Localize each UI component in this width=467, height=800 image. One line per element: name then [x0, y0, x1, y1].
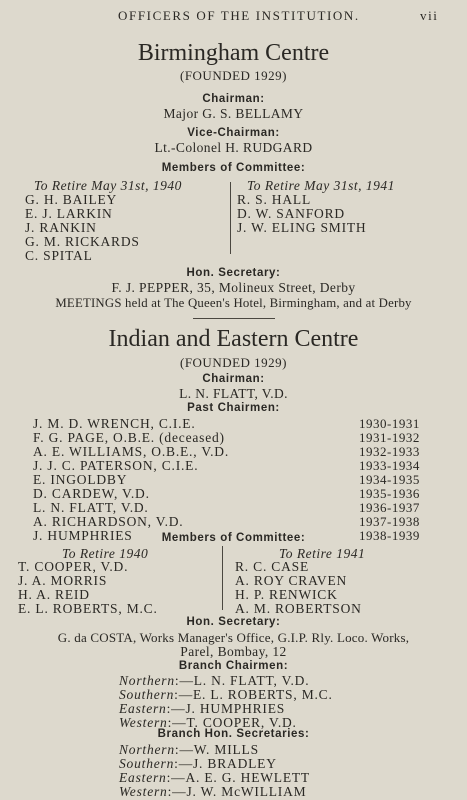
- branch-region: Western: [119, 715, 168, 730]
- branch-region: Southern: [119, 756, 175, 771]
- past-chairman-name: A. E. WILLIAMS, O.B.E., V.D.: [33, 444, 230, 459]
- branch-region: Western: [119, 784, 168, 799]
- branch-region: Eastern: [119, 770, 167, 785]
- birmingham-vice-chairman-label: Vice-Chairman:: [187, 127, 280, 139]
- past-chairman-years: 1935-1936: [359, 486, 420, 501]
- past-chairman-years: 1937-1938: [359, 514, 420, 529]
- branch-officer-name: :—J. W. McWILLIAM: [167, 784, 307, 799]
- birmingham-secretary: F. J. PEPPER, 35, Molineux Street, Derby: [111, 280, 356, 295]
- branch-chairmen-label: Branch Chairmen:: [178, 660, 289, 672]
- committee-member: J. W. ELING SMITH: [237, 220, 367, 235]
- birmingham-founded: (FOUNDED 1929): [179, 68, 288, 83]
- indian-chairman-label: Chairman:: [202, 373, 265, 385]
- branch-officer-name: :—T. COOPER, V.D.: [167, 715, 297, 730]
- committee-member: A. ROY CRAVEN: [235, 573, 348, 588]
- branch-region: Northern: [119, 673, 175, 688]
- branch-officer-name: :—J. BRADLEY: [174, 756, 277, 771]
- committee-member: A. M. ROBERTSON: [235, 601, 362, 616]
- past-chairman-name: J. HUMPHRIES: [33, 528, 133, 543]
- branch-region: Eastern: [119, 701, 167, 716]
- past-chairman-years: 1930-1931: [359, 416, 420, 431]
- birmingham-chairman-label: Chairman:: [202, 93, 265, 105]
- page-number: vii: [420, 8, 439, 23]
- birmingham-retire-1941-heading: To Retire May 31st, 1941: [247, 178, 395, 193]
- branch-officer-name: :—A. E. G. HEWLETT: [166, 770, 310, 785]
- committee-member: E. J. LARKIN: [25, 206, 113, 221]
- section-divider: [193, 318, 275, 319]
- indian-committee-divider: [222, 546, 223, 610]
- birmingham-vice-chairman: Lt.-Colonel H. RUDGARD: [154, 140, 313, 155]
- branch-officer-name: :—W. MILLS: [174, 742, 259, 757]
- committee-member: D. W. SANFORD: [237, 206, 345, 221]
- past-chairman-name: F. G. PAGE, O.B.E. (deceased): [33, 430, 225, 445]
- birmingham-meetings: MEETINGS held at The Queen's Hotel, Birmingham, and at Derby: [55, 296, 412, 310]
- past-chairman-years: 1933-1934: [359, 458, 420, 473]
- branch-region: Southern: [119, 687, 175, 702]
- past-chairman-name: J. J. C. PATERSON, C.I.E.: [33, 458, 199, 473]
- past-chairmen-label: Past Chairmen:: [187, 402, 280, 414]
- indian-secretary-label: Hon. Secretary:: [186, 616, 281, 628]
- committee-member: J. RANKIN: [25, 220, 97, 235]
- committee-member: R. S. HALL: [237, 192, 312, 207]
- birmingham-secretary-label: Hon. Secretary:: [186, 267, 281, 279]
- indian-secretary-line2: Parel, Bombay, 12: [180, 644, 287, 659]
- past-chairman-years: 1938-1939: [359, 528, 420, 543]
- committee-member: E. L. ROBERTS, M.C.: [18, 601, 158, 616]
- birmingham-chairman: Major G. S. BELLAMY: [163, 106, 304, 121]
- indian-title: Indian and Eastern Centre: [108, 326, 359, 352]
- birmingham-title: Birmingham Centre: [137, 40, 330, 66]
- past-chairman-years: 1931-1932: [359, 430, 420, 445]
- running-head-title: OFFICERS OF THE INSTITUTION.: [118, 8, 360, 23]
- past-chairman-years: 1932-1933: [359, 444, 420, 459]
- birmingham-committee-divider: [230, 182, 231, 254]
- past-chairman-name: E. INGOLDBY: [33, 472, 128, 487]
- committee-member: G. H. BAILEY: [25, 192, 118, 207]
- branch-officer-name: :—E. L. ROBERTS, M.C.: [174, 687, 333, 702]
- indian-chairman: L. N. FLATT, V.D.: [179, 386, 288, 401]
- committee-member: H. P. RENWICK: [235, 587, 338, 602]
- indian-secretary-line1: G. da COSTA, Works Manager's Office, G.I.P. Rly. Loco. Works,: [57, 630, 410, 645]
- branch-officer-name: :—L. N. FLATT, V.D.: [174, 673, 310, 688]
- committee-member: T. COOPER, V.D.: [18, 559, 129, 574]
- indian-retire-1941-heading: To Retire 1941: [279, 546, 366, 561]
- committee-member: G. M. RICKARDS: [25, 234, 140, 249]
- indian-retire-1940-heading: To Retire 1940: [62, 546, 149, 561]
- past-chairman-name: A. RICHARDSON, V.D.: [33, 514, 184, 529]
- committee-member: C. SPITAL: [25, 248, 93, 263]
- branch-region: Northern: [119, 742, 175, 757]
- indian-founded: (FOUNDED 1929): [179, 355, 288, 370]
- past-chairman-years: 1936-1937: [359, 500, 420, 515]
- past-chairman-years: 1934-1935: [359, 472, 420, 487]
- committee-member: J. A. MORRIS: [18, 573, 108, 588]
- branch-entry: [119, 784, 306, 800]
- branch-officer-name: :—J. HUMPHRIES: [166, 701, 286, 716]
- past-chairman-name: J. M. D. WRENCH, C.I.E.: [33, 416, 196, 431]
- branch-secretaries-label: Branch Hon. Secretaries:: [157, 728, 310, 740]
- indian-committee-label: Members of Committee:: [161, 532, 306, 544]
- committee-member: R. C. CASE: [235, 559, 310, 574]
- birmingham-retire-1940-heading: To Retire May 31st, 1940: [34, 178, 182, 193]
- past-chairman-name: D. CARDEW, V.D.: [33, 486, 150, 501]
- birmingham-committee-label: Members of Committee:: [161, 162, 306, 174]
- committee-member: H. A. REID: [18, 587, 90, 602]
- past-chairman-name: L. N. FLATT, V.D.: [33, 500, 149, 515]
